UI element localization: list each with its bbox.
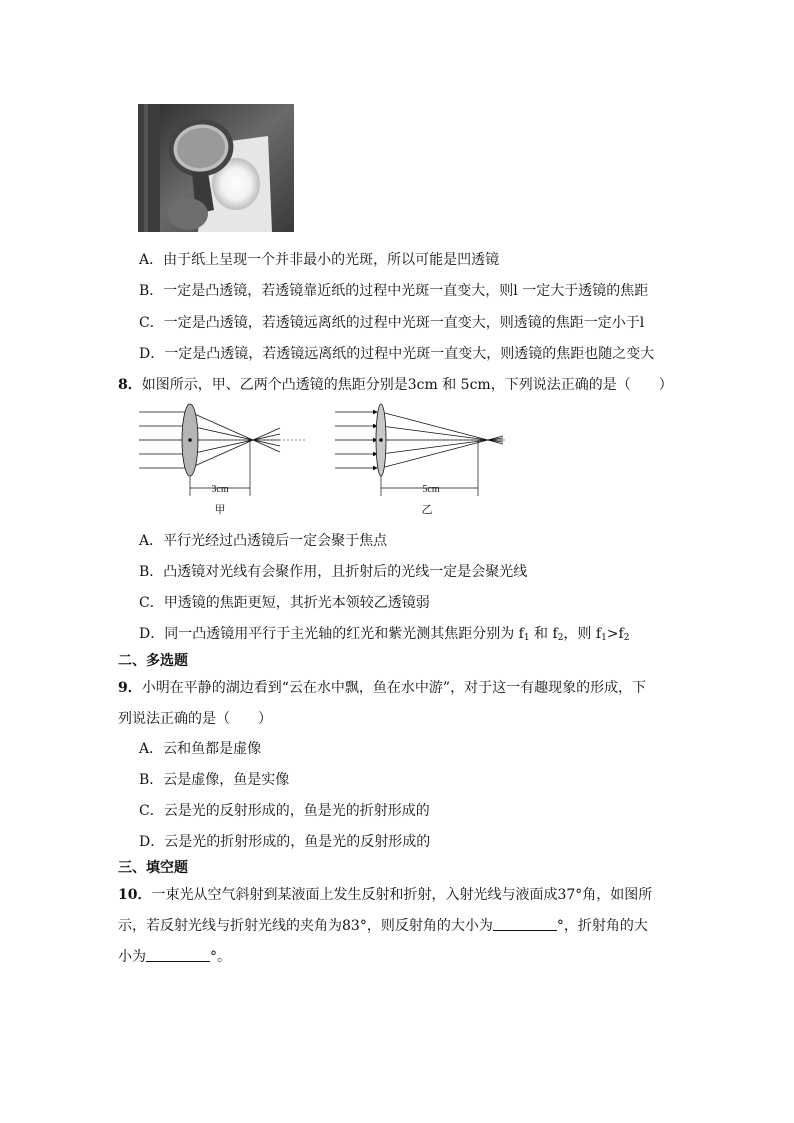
q8-text: 如图所示，甲、乙两个凸透镜的焦距分别是3cm 和 5cm，下列说法正确的是（ ） [141, 377, 673, 393]
q9-option-c: C．云是光的反射形成的，鱼是光的折射形成的 [139, 803, 430, 819]
q9-option-b: B．云是虚像，鱼是实像 [139, 772, 290, 788]
q10-stem-line3: 小为 °。 [118, 949, 231, 965]
q8-lens-figure [135, 400, 515, 520]
q8-option-c: C．甲透镜的焦距更短，其折光本领较乙透镜弱 [139, 595, 430, 611]
q10-stem-line1: 10．一束光从空气斜射到某液面上发生反射和折射，入射光线与液面成37°角，如图所 [118, 887, 653, 903]
lens-yi-distance: 5cm [422, 484, 440, 495]
section-title-fill-blank: 三、填空题 [118, 860, 188, 876]
q8-option-a: A．平行光经过凸透镜后一定会聚于焦点 [139, 533, 388, 549]
answer-blank-reflection[interactable] [493, 918, 557, 931]
magnifier-photo [138, 104, 294, 232]
q10-number: 10． [118, 887, 152, 903]
q7-option-b: B．一定是凸透镜，若透镜靠近纸的过程中光斑一直变大，则l 一定大于透镜的焦距 [139, 283, 649, 299]
q9-stem-line1: 9．小明在平静的湖边看到“云在水中飘，鱼在水中游”，对于这一有趣现象的形成，下 [118, 680, 647, 696]
q9-option-a: A．云和鱼都是虚像 [139, 741, 262, 757]
q9-number: 9． [118, 680, 142, 696]
q7-option-a: A．由于纸上呈现一个并非最小的光斑，所以可能是凹透镜 [139, 252, 500, 268]
q7-option-c: C．一定是凸透镜，若透镜远离纸的过程中光斑一直变大，则透镜的焦距一定小于l [139, 315, 645, 331]
lens-yi [335, 404, 507, 516]
q9-stem-line2: 列说法正确的是（ ） [118, 711, 272, 727]
q9-option-d: D．云是光的折射形成的，鱼是光的反射形成的 [139, 834, 431, 850]
lens-yi-label: 乙 [421, 503, 433, 516]
section-title-multi-choice: 二、多选题 [118, 653, 188, 669]
lens-jia-label: 甲 [214, 503, 226, 516]
q8-number: 8． [118, 377, 142, 393]
q7-option-d: D．一定是凸透镜，若透镜远离纸的过程中光斑一直变大，则透镜的焦距也随之变大 [139, 346, 655, 362]
q8-stem [118, 374, 673, 394]
q8-option-d: D．同一凸透镜用平行于主光轴的红光和紫光测其焦距分别为 $f_1$ 和 $f_2$，则 $f_1>f_2$ [139, 626, 630, 643]
q10-stem-line2: 示，若反射光线与折射光线的夹角为83°，则反射角的大小为 °，折射角的大 [118, 918, 648, 934]
q8-option-b: B．凸透镜对光线有会聚作用，且折射后的光线一定是会聚光线 [139, 564, 528, 580]
lens-jia [139, 404, 305, 516]
answer-blank-refraction[interactable] [146, 949, 210, 962]
lens-jia-distance: 3cm [211, 484, 229, 495]
